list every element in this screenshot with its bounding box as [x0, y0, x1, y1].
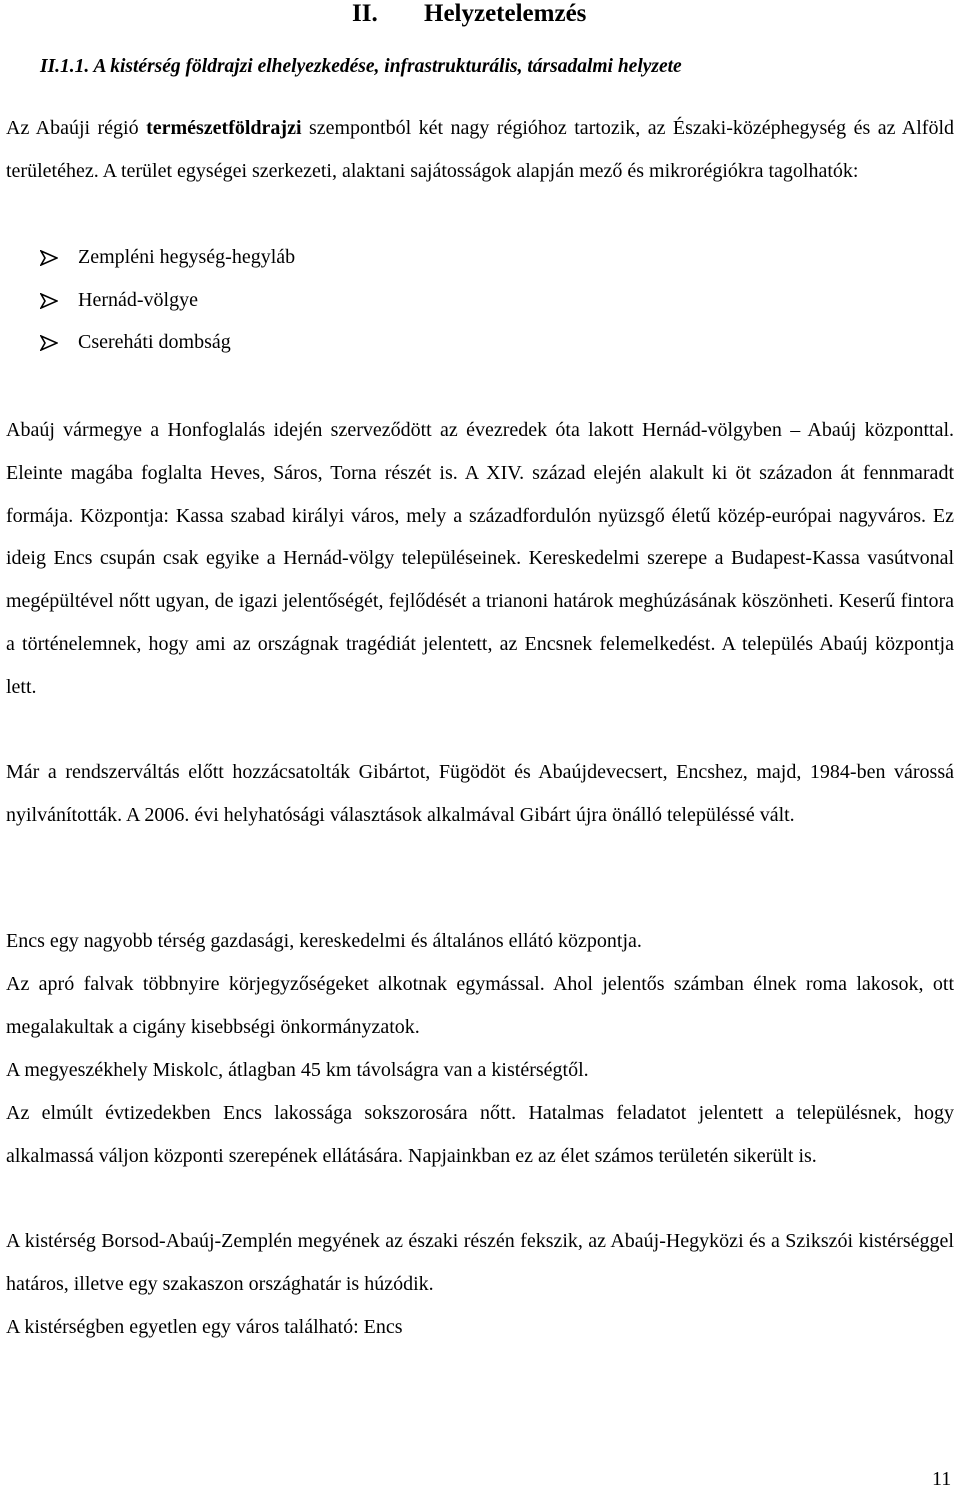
town-paragraph: A kistérségben egyetlen egy város található: Encs	[6, 1316, 403, 1338]
page-number: 11	[932, 1468, 952, 1490]
intro-paragraph	[6, 107, 954, 193]
arrow-bullet-icon	[40, 250, 58, 266]
intro-text-end: szempontból két nagy régióhoz tartozik, az Északi-középhegység és az Alföld területéhez. A terület egységei szerkezeti, alaktani sajátosságok alapján mező és mikrorégiókra tagolhatók:	[6, 117, 954, 182]
chapter-title: Helyzetelemzés	[424, 0, 587, 27]
distance-paragraph: A megyeszékhely Miskolc, átlagban 45 km távolságra van a kistérségtől.	[6, 1059, 589, 1081]
annexation-paragraph: Már a rendszerváltás előtt hozzácsatolták Gibártot, Fügödöt és Abaújdevecsert, Encshez, majd, 1984-ben várossá nyilvánították. A 2006. évi helyhatósági választások alkalmával Gibárt újra önálló településsé vált.	[6, 761, 954, 826]
intro-text-start: Az Abaúji régió	[6, 117, 147, 139]
chapter-number: II.	[352, 0, 378, 27]
villages-paragraph: Az apró falvak többnyire körjegyzőségeket alkotnak egymással. Ahol jelentős számban élnek roma lakosok, ott megalakultak a cigány kisebbségi önkormányzatok.	[6, 973, 954, 1038]
list-item-label: Hernád-völgye	[78, 288, 198, 311]
list-item-label: Csereháti dombság	[78, 331, 231, 353]
arrow-bullet-icon	[40, 293, 58, 309]
location-paragraph: A kistérség Borsod-Abaúj-Zemplén megyének az északi részén fekszik, az Abaúj-Hegyközi és a Szikszói kistérséggel határos, illetve egy szakaszon országhatár is húzódik.	[6, 1230, 954, 1295]
chapter-heading	[352, 0, 586, 28]
list-item	[0, 321, 295, 364]
growth-paragraph: Az elmúlt évtizedekben Encs lakossága sokszorosára nőtt. Hatalmas feladatot jelentett a településnek, hogy alkalmassá váljon központi szerepének ellátására. Napjainkban ez az élet számos területén sikerült is.	[6, 1102, 954, 1167]
history-paragraph: Abaúj vármegye a Honfoglalás idején szerveződött az évezredek óta lakott Hernád-völgyben – Abaúj központtal. Eleinte magába foglalta Heves, Sáros, Torna részét is. A XIV. század elején alakult ki öt századon át fennmaradt formája. Központja: Kassa szabad királyi város, mely a századfordulón nyüzsgő életű közép-európai nagyváros. Ez ideig Encs csupán csak egyike a Hernád-völgy településeinek. Kereskedelmi szerepe a Budapest-Kassa vasútvonal megépültével nőtt ugyan, de igazi jelentőségét, fejlődését a trianoni határok meghúzásának köszönheti. Keserű fintora a történelemnek, hogy ami az országnak tragédiát jelentett, az Encsnek felemelkedést. A település Abaúj központja lett.	[6, 419, 954, 698]
list-item	[0, 279, 295, 322]
arrow-bullet-icon	[40, 335, 58, 351]
section-heading: II.1.1. A kistérség földrajzi elhelyezkedése, infrastrukturális, társadalmi helyzete	[40, 56, 682, 77]
intro-bold-term: természetföldrajzi	[146, 117, 302, 139]
list-item	[0, 236, 295, 279]
center-paragraph: Encs egy nagyobb térség gazdasági, kereskedelmi és általános ellátó központja.	[6, 930, 642, 952]
list-item-label: Zempléni hegység-hegyláb	[78, 246, 296, 268]
region-list	[0, 236, 295, 364]
